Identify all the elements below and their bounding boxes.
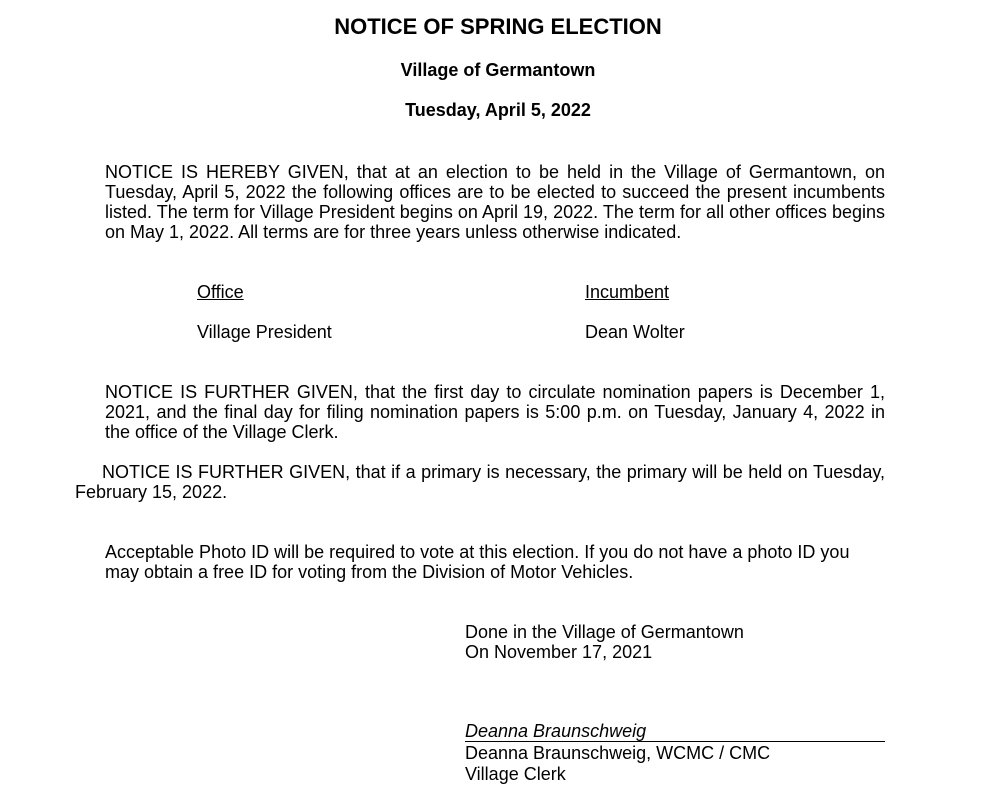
notice-paragraph-primary: NOTICE IS FURTHER GIVEN, that if a primary is necessary, the primary will be held on Tuesday, February 15, 2022. — [75, 462, 885, 502]
incumbent-column-header: Incumbent — [585, 282, 670, 302]
notice-paragraph-hereby-given: NOTICE IS HEREBY GIVEN, that at an election to be held in the Village of Germantown, on Tuesday, April 5, 2022 the following offices are to be elected to succeed the present incumbents listed. The term for Village President begins on April 19, 2022. The term for all other offices begins on May 1, 2022. All terms are for three years unless otherwise indicated. — [105, 162, 885, 242]
office-cell: Village President — [197, 322, 332, 342]
signature-line: Deanna Braunschweig — [465, 721, 885, 742]
photo-id-paragraph: Acceptable Photo ID will be required to vote at this election. If you do not have a photo ID you may obtain a free ID for voting from the Division of Motor Vehicles. — [105, 542, 850, 582]
notice-paragraph-nomination: NOTICE IS FURTHER GIVEN, that the first day to circulate nomination papers is December 1, 2021, and the final day for filing nomination papers is 5:00 p.m. on Tuesday, January 4, 2022 in the office of the Village Clerk. — [105, 382, 885, 442]
signer-position: Village Clerk — [465, 764, 566, 784]
election-date-heading: Tuesday, April 5, 2022 — [405, 100, 591, 120]
incumbent-cell: Dean Wolter — [585, 322, 685, 342]
signer-name-title: Deanna Braunschweig, WCMC / CMC — [465, 743, 771, 763]
closing-location: Done in the Village of Germantown — [465, 622, 744, 642]
closing-date: On November 17, 2021 — [465, 642, 653, 662]
village-name-heading: Village of Germantown — [400, 60, 596, 80]
office-column-header: Office — [197, 282, 244, 302]
notice-title: NOTICE OF SPRING ELECTION — [334, 14, 662, 39]
